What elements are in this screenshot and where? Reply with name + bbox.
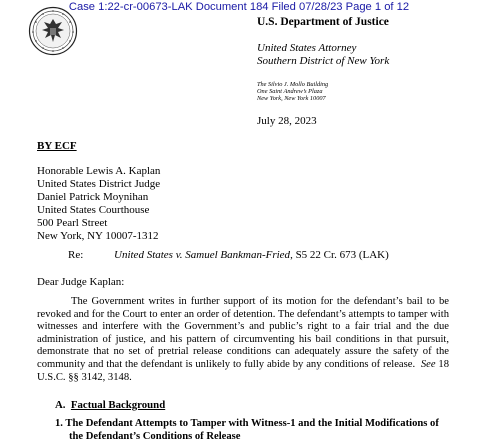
case-header: Case 1:22-cr-00673-LAK Document 184 Filed 07/28/23 Page 1 of 12 bbox=[68, 1, 410, 13]
address-line-3: New York, New York 10007 bbox=[257, 95, 326, 102]
re-line bbox=[114, 249, 389, 262]
office-line-1: United States Attorney bbox=[257, 42, 357, 54]
body-line: demonstrate that no set of pretrial release conditions can adequately assure the safety of the bbox=[37, 346, 449, 358]
body-line: U.S.C. §§ 3142, 3148. bbox=[37, 371, 132, 383]
recipient-line: Honorable Lewis A. Kaplan bbox=[37, 165, 161, 177]
re-case-number: , S5 22 Cr. 673 (LAK) bbox=[290, 249, 389, 261]
re-label: Re: bbox=[68, 249, 84, 261]
recipient-line: 500 Pearl Street bbox=[37, 217, 108, 229]
department-name: U.S. Department of Justice bbox=[257, 16, 389, 28]
section-marker: A. bbox=[55, 399, 66, 411]
recipient-line: New York, NY 10007-1312 bbox=[37, 230, 159, 242]
subsection-line-2: the Defendant’s Conditions of Release bbox=[69, 430, 241, 442]
body-line bbox=[37, 359, 449, 372]
letter-date: July 28, 2023 bbox=[257, 115, 317, 127]
section-title: Factual Background bbox=[70, 399, 166, 411]
subsection-line-1: 1. The Defendant Attempts to Tamper with Witness-1 and the Initial Modifications of bbox=[55, 418, 439, 429]
citation-title: 18 bbox=[438, 358, 450, 370]
address-line-2: One Saint Andrew’s Plaza bbox=[257, 88, 323, 95]
see-signal: See bbox=[420, 358, 436, 370]
body-line: revoked and for the Court to enter an order of detention. The defendant’s attempts to tamper with bbox=[37, 308, 449, 320]
body-paragraph bbox=[37, 296, 449, 384]
doj-seal-icon bbox=[28, 6, 78, 56]
re-case-name: United States v. Samuel Bankman-Fried bbox=[114, 249, 291, 261]
subsection-heading-1 bbox=[55, 418, 439, 443]
section-heading-a bbox=[55, 399, 165, 412]
recipient-line: Daniel Patrick Moynihan bbox=[37, 191, 149, 203]
address-line-1: The Silvio J. Mollo Building bbox=[257, 81, 329, 88]
salutation: Dear Judge Kaplan: bbox=[37, 276, 125, 288]
recipient-line: United States Courthouse bbox=[37, 204, 150, 216]
body-line: witnesses and interfere with the Government’s and public’s right to a fair trial and the due bbox=[37, 321, 449, 333]
office-line-2: Southern District of New York bbox=[257, 55, 390, 67]
delivery-method: BY ECF bbox=[37, 140, 77, 152]
recipient-line: United States District Judge bbox=[37, 178, 161, 190]
body-line-text: community and that the defendant is unlikely to fully abide by any conditions of release. bbox=[37, 358, 416, 370]
body-line: administration of justice, and his pattern of circumventing his bail conditions in that pursuit, bbox=[37, 333, 449, 345]
body-line: The Government writes in further support of its motion for the defendant’s bail to be bbox=[71, 296, 449, 307]
